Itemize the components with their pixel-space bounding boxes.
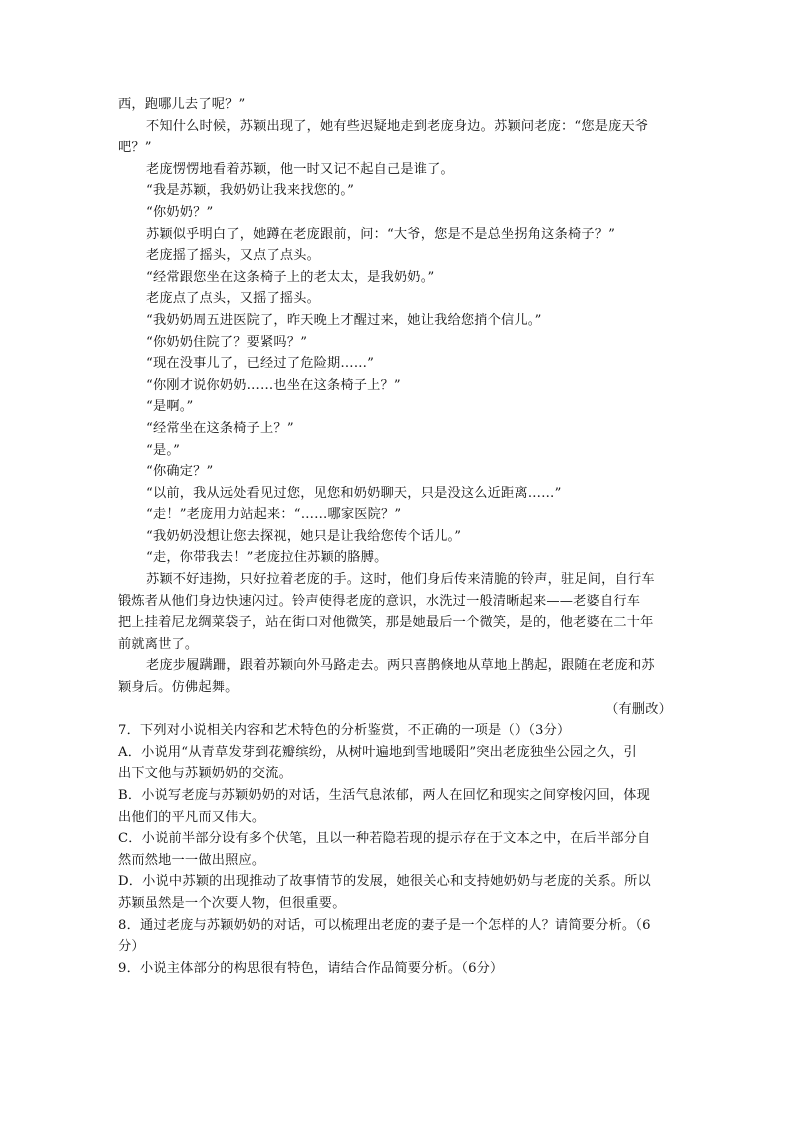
text-line: 颖身后。仿佛起舞。 xyxy=(118,680,239,696)
text-line: 分） xyxy=(118,939,145,955)
text-line: “你确定？” xyxy=(146,464,214,480)
text-line: 吧？” xyxy=(118,140,152,156)
text-line: 苏颖不好违拗，只好拉着老庞的手。这时，他们身后传来清脆的铃声，驻足间，自行车 xyxy=(146,572,655,588)
text-line: 出下文他与苏颖奶奶的交流。 xyxy=(118,766,293,782)
text-line: 西，跑哪儿去了呢？” xyxy=(118,97,246,112)
text-line: “经常跟您坐在这条椅子上的老太太，是我奶奶。” xyxy=(146,269,435,285)
text-line: 把上挂着尼龙绸菜袋子，站在街口对他微笑，那是她最后一个微笑，是的，他老婆在二十年 xyxy=(118,615,654,631)
text-line: 老庞步履蹒跚，跟着苏颖向外马路走去。两只喜鹊倏地从草地上鹊起，跟随在老庞和苏 xyxy=(146,658,655,674)
text-line: “现在没事儿了，已经过了危险期……” xyxy=(146,356,375,372)
text-line: “你奶奶住院了？要紧吗？” xyxy=(146,334,308,350)
text-line: “是啊。” xyxy=(146,399,194,415)
text-line: 9．小说主体部分的构思很有特色，请结合作品简要分析。（6分） xyxy=(118,960,504,976)
text-line: “我奶奶没想让您去探视，她只是让我给您传个话儿。” xyxy=(146,528,462,544)
text-line: 7．下列对小说相关内容和艺术特色的分析鉴赏，不正确的一项是（）（3分） xyxy=(118,723,571,739)
text-line: “经常坐在这条椅子上？” xyxy=(146,420,294,436)
text-line: “以前，我从远处看见过您，见您和奶奶聊天，只是没这么近距离……” xyxy=(146,485,562,501)
text-line: “你刚才说你奶奶……也坐在这条椅子上？” xyxy=(146,377,401,393)
text-line: 苏颖虽然是一个次要人物，但很重要。 xyxy=(118,895,346,911)
text-line: D．小说中苏颖的出现推动了故事情节的发展，她很关心和支持她奶奶与老庞的关系。所以 xyxy=(118,874,651,890)
text-line: 前就离世了。 xyxy=(118,636,199,652)
text-line: 苏颖似乎明白了，她蹲在老庞跟前，问：“大爷，您是不是总坐拐角这条椅子？” xyxy=(146,226,616,242)
text-line: A．小说用“从青草发芽到花瓣缤纷，从树叶遍地到雪地暖阳”突出老庞独坐公园之久，引 xyxy=(118,744,637,760)
text-line: 然而然地一一做出照应。 xyxy=(118,852,266,868)
text-line: C．小说前半部分设有多个伏笔，且以一种若隐若现的提示存在于文本之中，在后半部分自 xyxy=(118,831,651,847)
text-line: 8．通过老庞与苏颖奶奶的对话，可以梳理出老庞的妻子是一个怎样的人？请简要分析。（6 xyxy=(118,917,651,933)
source-note: （有删改） xyxy=(605,701,672,717)
text-line: 出他们的平凡而又伟大。 xyxy=(118,809,266,825)
text-line: “你奶奶？” xyxy=(146,204,214,220)
text-line: 不知什么时候，苏颖出现了，她有些迟疑地走到老庞身边。苏颖问老庞：“您是庞天爷 xyxy=(146,118,649,134)
text-line: B．小说写老庞与苏颖奶奶的对话，生活气息浓郁，两人在回忆和现实之间穿梭闪回，体现 xyxy=(118,788,650,803)
text-line: “是。” xyxy=(146,442,181,458)
text-line: 老庞点了点头，又摇了摇头。 xyxy=(146,291,321,307)
text-line: 锻炼者从他们身边快速闪过。铃声使得老庞的意识，水洗过一般清晰起来——老婆自行车 xyxy=(118,593,641,609)
text-line: 老庞摇了摇头，又点了点头。 xyxy=(146,248,321,264)
text-line: 老庞愣愣地看着苏颖，他一时又记不起自己是谁了。 xyxy=(146,161,454,177)
text-line: “我奶奶周五进医院了，昨天晚上才醒过来，她让我给您捎个信儿。” xyxy=(146,312,542,328)
text-line: “走，你带我去！”老庞拉住苏颖的胳膊。 xyxy=(146,550,388,566)
document-page xyxy=(118,94,676,979)
text-line: “走！”老庞用力站起来：“……哪家医院？” xyxy=(146,507,402,523)
text-line: “我是苏颖，我奶奶让我来找您的。” xyxy=(146,183,355,199)
